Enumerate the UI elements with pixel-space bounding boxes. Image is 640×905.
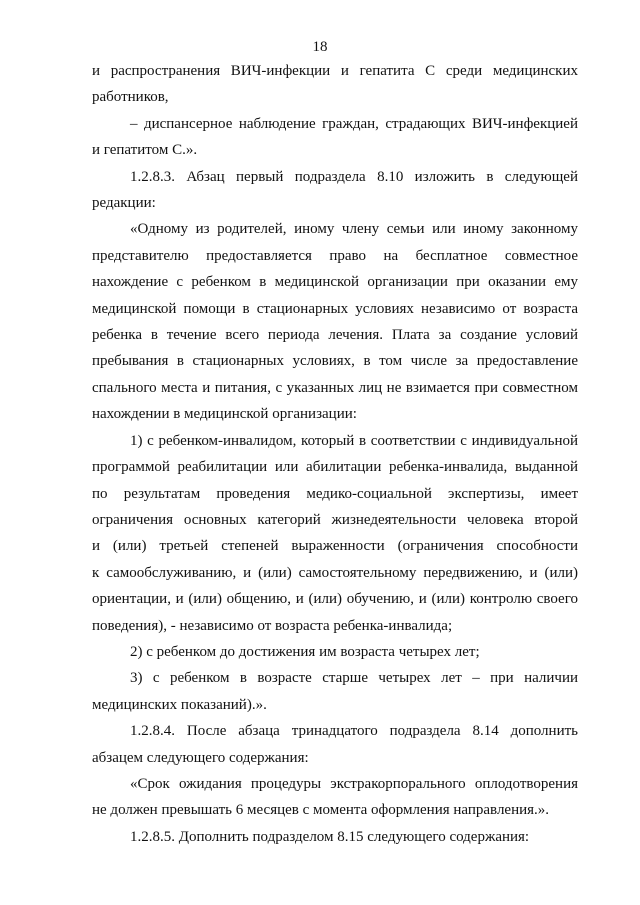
document-body	[92, 58, 578, 850]
paragraph-line: и распространения ВИЧ-инфекции и гепатита С среди медицинских	[92, 63, 578, 79]
paragraph-line: спального места и питания, с указанных лиц не взимается при совместном	[92, 379, 578, 396]
paragraph-line: пребывания в стационарных условиях, в том числе за предоставление	[92, 353, 578, 370]
paragraph-line: 1) с ребенком-инвалидом, который в соответствии с индивидуальной	[130, 432, 578, 449]
paragraph-line: представителю предоставляется право на бесплатное совместное	[92, 247, 578, 264]
paragraph-line: нахождении в медицинской организации:	[92, 406, 357, 423]
paragraph-line: нахождение с ребенком в медицинской организации при оказании ему	[92, 274, 578, 291]
paragraph-line: работников,	[92, 89, 169, 106]
paragraph-line: ограничения основных категорий жизнедеятельности человека второй	[92, 511, 578, 528]
paragraph-line: 2) с ребенком до достижения им возраста четырех лет;	[130, 643, 480, 660]
paragraph-line: – диспансерное наблюдение граждан, страдающих ВИЧ-инфекцией	[130, 115, 578, 132]
paragraph-line: не должен превышать 6 месяцев с момента оформления направления.».	[92, 802, 550, 819]
paragraph-line: «Одному из родителей, иному члену семьи или иному законному	[130, 221, 578, 238]
paragraph-line: медицинской помощи в стационарных условиях независимо от возраста	[92, 300, 578, 317]
paragraph-line: редакции:	[92, 195, 156, 212]
paragraph-line: и гепатитом С.».	[92, 142, 198, 159]
paragraph-line: и (или) третьей степеней выраженности (ограничения способности	[92, 538, 578, 555]
paragraph-line: ребенка в течение всего периода лечения. Плата за создание условий	[92, 327, 578, 344]
paragraph-line: 1.2.8.4. После абзаца тринадцатого подраздела 8.14 дополнить	[130, 723, 578, 740]
paragraph-line: по результатам проведения медико-социальной экспертизы, имеет	[92, 485, 578, 502]
paragraph-line: к самообслуживанию, и (или) самостоятельному передвижению, и (или)	[92, 564, 578, 581]
paragraph-line: «Срок ожидания процедуры экстракорпорального оплодотворения	[130, 775, 578, 792]
paragraph-line: ориентации, и (или) общению, и (или) обучению, и (или) контролю своего	[92, 591, 578, 608]
paragraph-line: 1.2.8.5. Дополнить подразделом 8.15 следующего содержания:	[130, 828, 530, 845]
paragraph-line: 3) с ребенком в возрасте старше четырех лет – при наличии	[130, 670, 578, 687]
paragraph-line: 1.2.8.3. Абзац первый подраздела 8.10 изложить в следующей	[130, 168, 578, 185]
paragraph-line: медицинских показаний).».	[92, 696, 267, 713]
paragraph-line: абзацем следующего содержания:	[92, 749, 309, 766]
paragraph-line: поведения), - независимо от возраста ребенка-инвалида;	[92, 617, 453, 634]
paragraph-line: программой реабилитации или абилитации ребенка-инвалида, выданной	[92, 459, 578, 476]
page-number: 18	[312, 39, 328, 55]
